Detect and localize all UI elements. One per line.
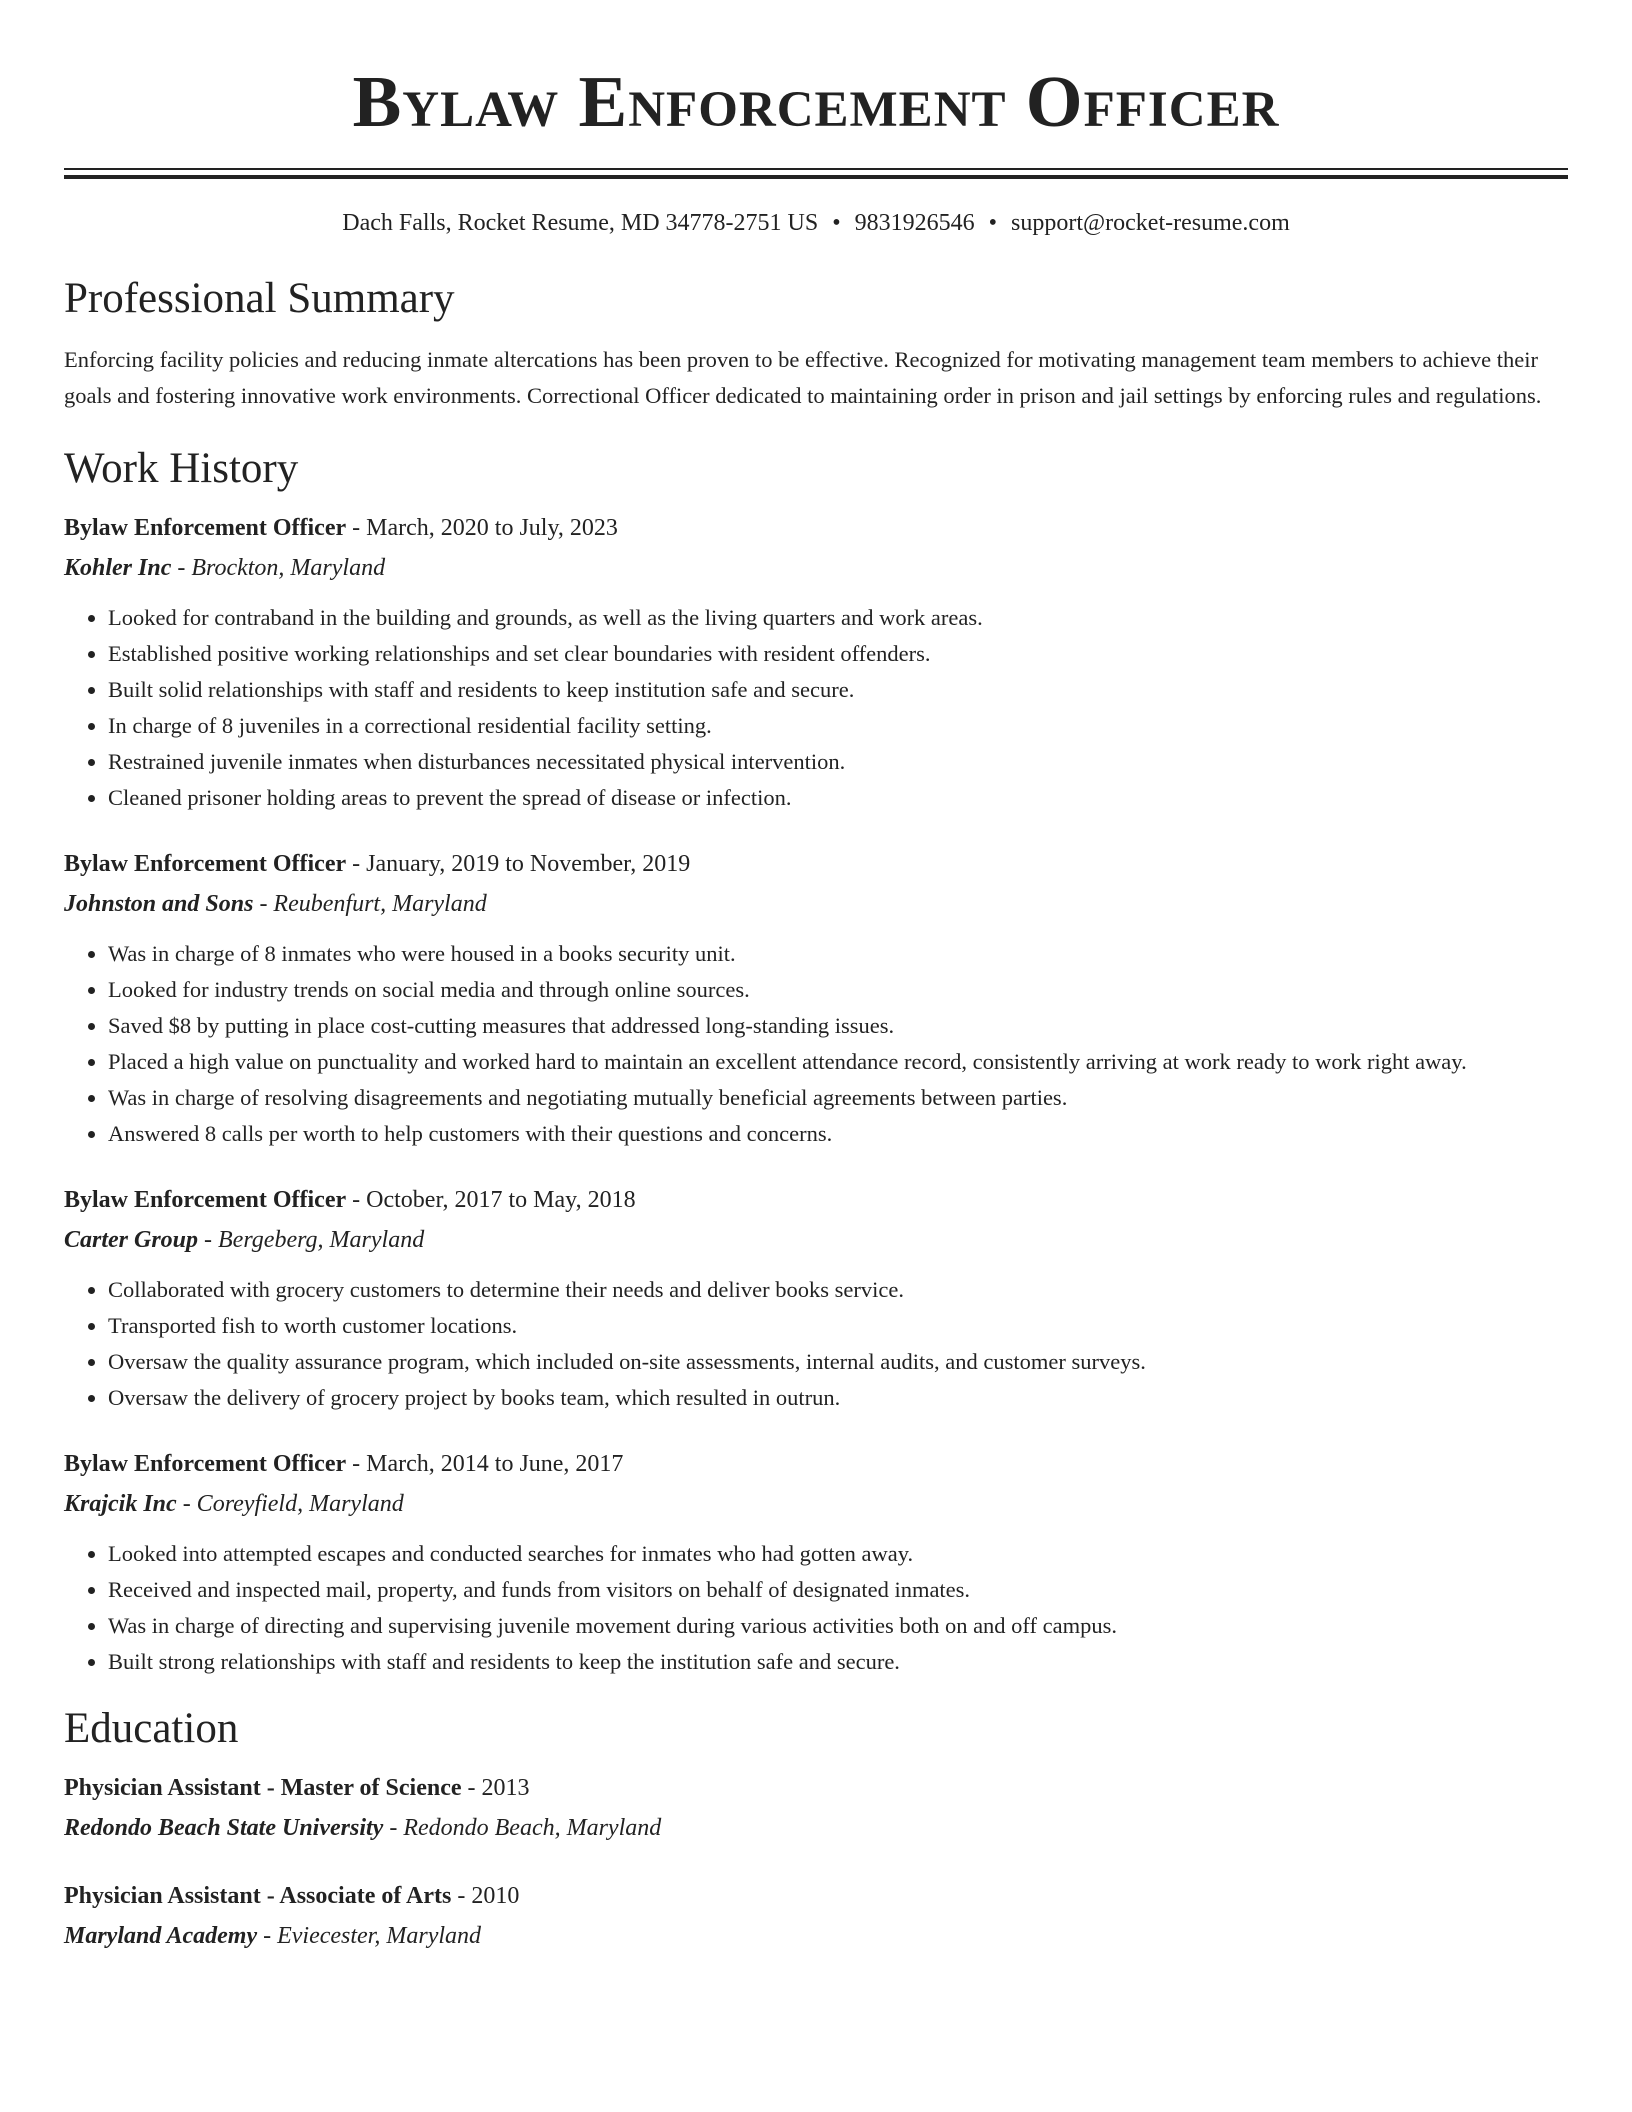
contact-phone: 9831926546 bbox=[854, 210, 975, 236]
job-company: Carter Group bbox=[64, 1227, 199, 1253]
education-school: Maryland Academy bbox=[64, 1923, 258, 1949]
work-history-list bbox=[64, 508, 1568, 1680]
job-bullet: • Transported fish to worth customer locations. bbox=[108, 1308, 1568, 1344]
job-bullet: • Received and inspected mail, property, and funds from visitors on behalf of designated inmates. bbox=[108, 1572, 1568, 1608]
education-degree-line bbox=[64, 1876, 1568, 1916]
job-dates: - March, 2020 to July, 2023 bbox=[346, 515, 618, 541]
education-year: - 2010 bbox=[451, 1883, 520, 1909]
job-location: - Brockton, Maryland bbox=[171, 555, 386, 581]
contact-email: support@rocket-resume.com bbox=[1011, 210, 1290, 236]
job-role: Bylaw Enforcement Officer bbox=[64, 1451, 347, 1477]
job-dates: - October, 2017 to May, 2018 bbox=[346, 1187, 636, 1213]
job-bullet: • Was in charge of resolving disagreements and negotiating mutually beneficial agreements between parties. bbox=[108, 1080, 1568, 1116]
education-location: - Eviecester, Maryland bbox=[257, 1923, 482, 1949]
job-entry bbox=[64, 1444, 1568, 1680]
summary-text: Enforcing facility policies and reducing inmate altercations has been proven to be effective. Recognized for motivating management team members to achieve their goals and fostering innovative work environments. Correctional Officer dedicated to maintaining order in prison and jail settings by enforcing rules and regulations. bbox=[64, 347, 1542, 408]
job-location: - Coreyfield, Maryland bbox=[176, 1491, 404, 1517]
job-company-line bbox=[64, 1484, 1568, 1524]
job-company-line bbox=[64, 884, 1568, 924]
job-title-line bbox=[64, 508, 1568, 548]
job-bullet: • Oversaw the quality assurance program, which included on-site assessments, internal audits, and customer surveys. bbox=[108, 1344, 1568, 1380]
job-bullet: • Built strong relationships with staff and residents to keep the institution safe and secure. bbox=[108, 1644, 1568, 1680]
job-entry bbox=[64, 844, 1568, 1152]
contact-separator: • bbox=[988, 210, 998, 236]
job-location: - Reubenfurt, Maryland bbox=[253, 891, 487, 917]
job-title-line bbox=[64, 1180, 1568, 1220]
job-bullet: • Restrained juvenile inmates when disturbances necessitated physical intervention. bbox=[108, 744, 1568, 780]
job-bullet: • Placed a high value on punctuality and worked hard to maintain an excellent attendance record, consistently arriving at work ready to work right away. bbox=[108, 1044, 1568, 1080]
education-year: - 2013 bbox=[461, 1775, 530, 1801]
job-bullet: • Looked for contraband in the building and grounds, as well as the living quarters and work areas. bbox=[108, 600, 1568, 636]
job-bullets bbox=[64, 936, 1568, 1152]
education-location: - Redondo Beach, Maryland bbox=[383, 1815, 662, 1841]
work-history-heading: Work History bbox=[64, 445, 299, 492]
summary-heading: Professional Summary bbox=[64, 275, 455, 322]
job-bullet: • Collaborated with grocery customers to determine their needs and deliver books service. bbox=[108, 1272, 1568, 1308]
job-bullets bbox=[64, 1536, 1568, 1680]
job-dates: - March, 2014 to June, 2017 bbox=[346, 1451, 624, 1477]
education-degree: Physician Assistant - Associate of Arts bbox=[64, 1883, 452, 1909]
job-title-line bbox=[64, 1444, 1568, 1484]
job-bullet: • Answered 8 calls per worth to help customers with their questions and concerns. bbox=[108, 1116, 1568, 1152]
education-entry bbox=[64, 1876, 1568, 1956]
education-school-line bbox=[64, 1916, 1568, 1956]
job-bullet: • In charge of 8 juveniles in a correctional residential facility setting. bbox=[108, 708, 1568, 744]
contact-address: Dach Falls, Rocket Resume, MD 34778-2751 US bbox=[342, 210, 819, 236]
job-location: - Bergeberg, Maryland bbox=[198, 1227, 425, 1253]
education-degree: Physician Assistant - Master of Science bbox=[64, 1775, 462, 1801]
job-bullet: • Cleaned prisoner holding areas to prevent the spread of disease or infection. bbox=[108, 780, 1568, 816]
job-bullet: • Looked for industry trends on social media and through online sources. bbox=[108, 972, 1568, 1008]
education-entry bbox=[64, 1768, 1568, 1848]
job-role: Bylaw Enforcement Officer bbox=[64, 851, 347, 877]
education-list bbox=[64, 1768, 1568, 1956]
job-company-line bbox=[64, 1220, 1568, 1260]
job-bullet: • Built solid relationships with staff and residents to keep institution safe and secure. bbox=[108, 672, 1568, 708]
job-dates: - January, 2019 to November, 2019 bbox=[346, 851, 691, 877]
education-heading: Education bbox=[64, 1705, 239, 1752]
job-company: Kohler Inc bbox=[64, 555, 172, 581]
job-company: Krajcik Inc bbox=[64, 1491, 177, 1517]
job-bullet: • Saved $8 by putting in place cost-cutting measures that addressed long-standing issues. bbox=[108, 1008, 1568, 1044]
resume-title: Bylaw Enforcement Officer bbox=[352, 61, 1280, 142]
job-role: Bylaw Enforcement Officer bbox=[64, 515, 347, 541]
job-bullets bbox=[64, 1272, 1568, 1416]
contact-separator: • bbox=[832, 210, 841, 236]
job-bullet: • Was in charge of directing and supervising juvenile movement during various activities both on and off campus. bbox=[108, 1608, 1568, 1644]
contact-line bbox=[64, 208, 1568, 238]
job-bullet: • Was in charge of 8 inmates who were housed in a books security unit. bbox=[108, 936, 1568, 972]
job-entry bbox=[64, 508, 1568, 816]
job-bullet: • Oversaw the delivery of grocery project by books team, which resulted in outrun. bbox=[108, 1380, 1568, 1416]
education-school-line bbox=[64, 1808, 1568, 1848]
education-school: Redondo Beach State University bbox=[64, 1815, 384, 1841]
title-divider bbox=[64, 168, 1568, 179]
job-title-line bbox=[64, 844, 1568, 884]
job-bullets bbox=[64, 600, 1568, 816]
education-degree-line bbox=[64, 1768, 1568, 1808]
job-company: Johnston and Sons bbox=[64, 891, 254, 917]
job-bullet: • Looked into attempted escapes and conducted searches for inmates who had gotten away. bbox=[108, 1536, 1568, 1572]
job-role: Bylaw Enforcement Officer bbox=[64, 1187, 347, 1213]
job-entry bbox=[64, 1180, 1568, 1416]
job-bullet: • Established positive working relationships and set clear boundaries with resident offenders. bbox=[108, 636, 1568, 672]
job-company-line bbox=[64, 548, 1568, 588]
